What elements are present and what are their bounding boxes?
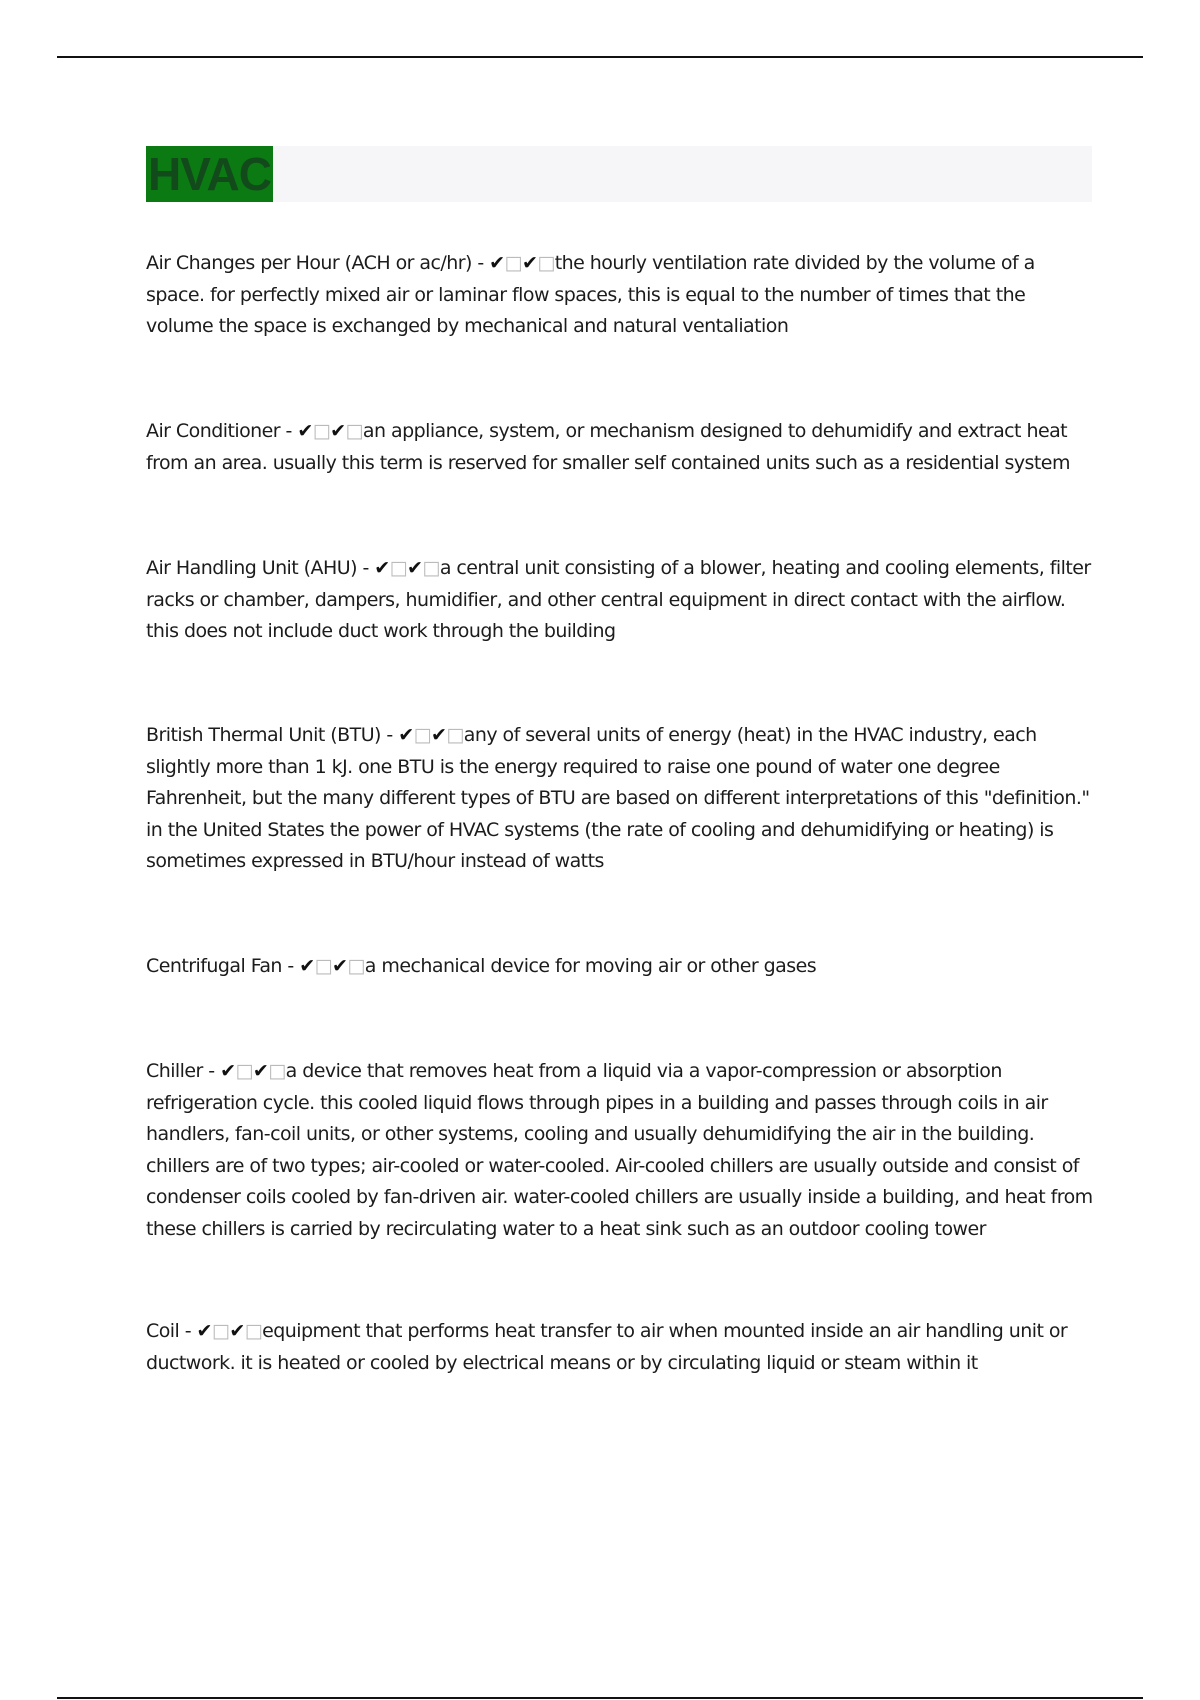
check-icon: ✔ bbox=[374, 557, 390, 579]
entry-separator: - bbox=[471, 252, 490, 274]
check-icon: ✔ bbox=[297, 420, 313, 442]
entry-definition: any of several units of energy (heat) in the HVAC industry, each slightly more than 1 kJ. one BTU is the energy required to raise one pound of water one degree Fahrenheit, but the many different types of BTU are based on different interpretations of this "definition." in the United States the power of HVAC systems (the rate of cooling and dehumidifying or heating) is sometimes expressed in BTU/hour instead of watts bbox=[146, 724, 1090, 872]
box-icon: □ bbox=[413, 724, 431, 746]
glossary-entry bbox=[146, 1056, 1094, 1245]
entry-definition: the hourly ventilation rate divided by the volume of a space. for perfectly mixed air or laminar flow spaces, this is equal to the number of times that the volume the space is exchanged by mechanical and natural ventaliation bbox=[146, 252, 1035, 337]
check-icon: ✔ bbox=[196, 1320, 212, 1342]
box-icon: □ bbox=[347, 955, 365, 977]
check-icon: ✔ bbox=[330, 420, 346, 442]
box-icon: □ bbox=[314, 955, 332, 977]
entry-term: Air Conditioner bbox=[146, 420, 281, 442]
glossary-entry bbox=[146, 720, 1094, 878]
glossary-entry bbox=[146, 248, 1094, 343]
glossary-entry bbox=[146, 416, 1094, 479]
entry-separator: - bbox=[356, 557, 375, 579]
entry-term: Chiller bbox=[146, 1060, 203, 1082]
check-icon: ✔ bbox=[521, 252, 538, 274]
entry-definition: an appliance, system, or mechanism designed to dehumidify and extract heat from an area. usually this term is reserved for smaller self contained units such as a residential system bbox=[146, 420, 1070, 474]
check-icon: ✔ bbox=[299, 955, 315, 977]
glossary-entry bbox=[146, 553, 1094, 648]
check-icon: ✔ bbox=[252, 1060, 269, 1082]
entry-term: Air Changes per Hour (ACH or ac/hr) bbox=[146, 252, 472, 274]
box-icon: □ bbox=[211, 1320, 230, 1342]
title-band bbox=[146, 146, 1092, 202]
entry-definition: a device that removes heat from a liquid via a vapor-compression or absorption refrigeration cycle. this cooled liquid flows through pipes in a building and passes through coils in air handlers, fan-coil units, or other systems, cooling and usually dehumidifying the air in the building. chillers are of two types; air-cooled or water-cooled. Air-cooled chillers are usually outside and consist of condenser coils cooled by fan-driven air. water-cooled chillers are usually inside a building, and heat from these chillers is carried by recirculating water to a heat sink such as an outdoor cooling tower bbox=[146, 1060, 1093, 1240]
box-icon: □ bbox=[244, 1320, 263, 1342]
check-icon: ✔ bbox=[407, 557, 423, 579]
entry-separator: - bbox=[179, 1320, 197, 1342]
box-icon: □ bbox=[446, 724, 464, 746]
check-icon: ✔ bbox=[229, 1320, 245, 1342]
entry-definition: a mechanical device for moving air or other gases bbox=[364, 955, 817, 977]
box-icon: □ bbox=[312, 420, 331, 442]
box-icon: □ bbox=[422, 557, 440, 579]
box-icon: □ bbox=[268, 1060, 286, 1082]
box-icon: □ bbox=[504, 252, 522, 274]
box-icon: □ bbox=[389, 557, 408, 579]
header-rule bbox=[57, 56, 1143, 58]
box-icon: □ bbox=[235, 1060, 253, 1082]
check-icon: ✔ bbox=[489, 252, 505, 274]
entry-term: Air Handling Unit (AHU) bbox=[146, 557, 357, 579]
check-icon: ✔ bbox=[332, 955, 348, 977]
entry-separator: - bbox=[280, 420, 298, 442]
page-title: HVAC bbox=[148, 148, 271, 200]
entry-definition: a central unit consisting of a blower, heating and cooling elements, filter racks or chamber, dampers, humidifier, and other central equipment in direct contact with the airflow. this does not include duct work through the building bbox=[146, 557, 1091, 642]
entry-separator: - bbox=[281, 955, 300, 977]
check-icon: ✔ bbox=[398, 724, 414, 746]
check-icon: ✔ bbox=[220, 1060, 236, 1082]
entry-definition: equipment that performs heat transfer to air when mounted inside an air handling unit or ductwork. it is heated or cooled by electrical means or by circulating liquid or steam within it bbox=[146, 1320, 1068, 1374]
glossary-entry bbox=[146, 1316, 1094, 1379]
box-icon: □ bbox=[537, 252, 555, 274]
entry-separator: - bbox=[380, 724, 399, 746]
check-icon: ✔ bbox=[431, 724, 447, 746]
entry-separator: - bbox=[202, 1060, 221, 1082]
footer-rule bbox=[57, 1697, 1143, 1699]
box-icon: □ bbox=[345, 420, 363, 442]
entry-term: British Thermal Unit (BTU) bbox=[146, 724, 381, 746]
entry-term: Centrifugal Fan bbox=[146, 955, 282, 977]
glossary-entry bbox=[146, 951, 1094, 983]
entry-term: Coil bbox=[146, 1320, 180, 1342]
